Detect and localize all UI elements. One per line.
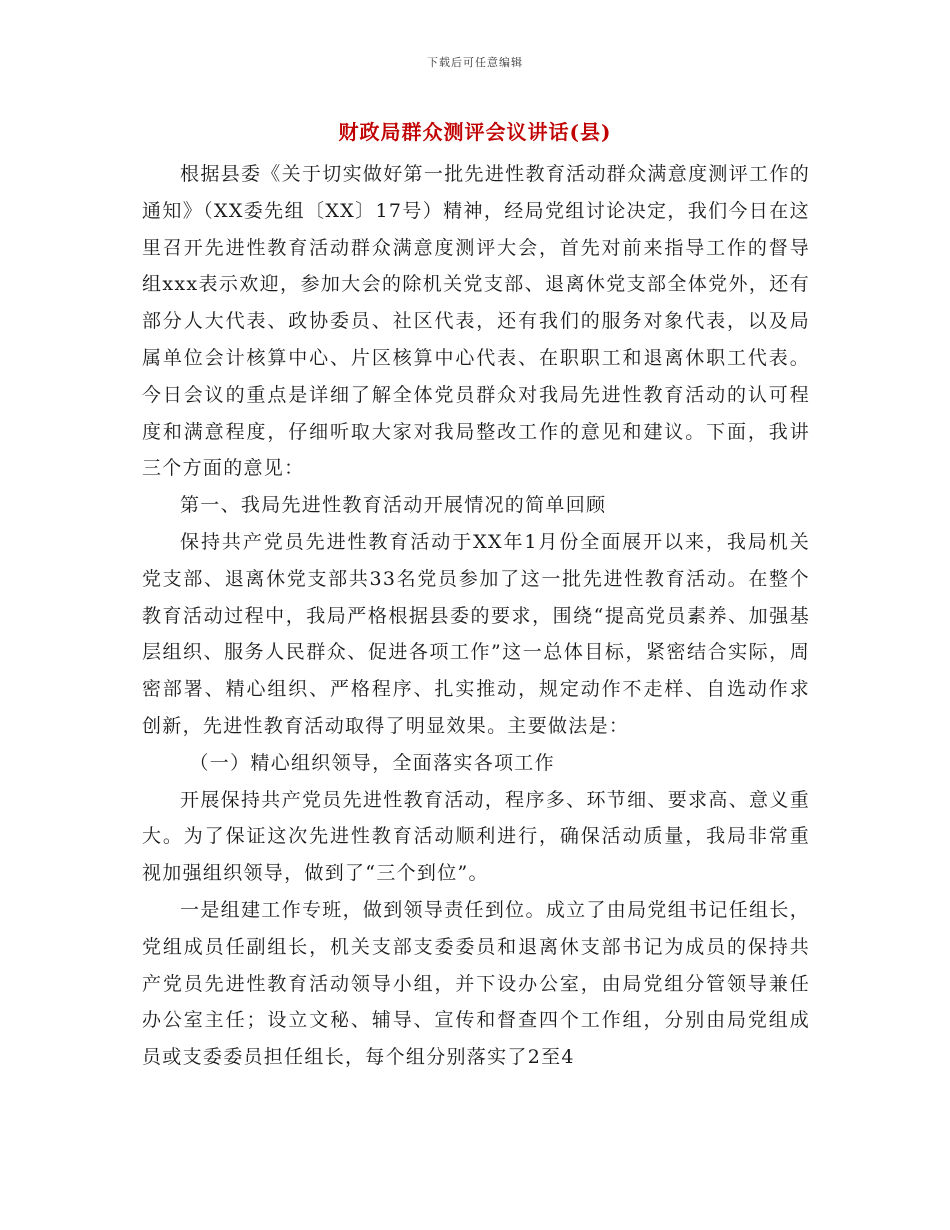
paragraph-review: 保持共产党员先进性教育活动于XX年1月份全面展开以来，我局机关党支部、退离休党支部共33名党员参加了这一批先进性教育活动。在整个教育活动过程中，我局严格根据县委的要求，围绕“提高党员素养、加强基层组织、服务人民群众、促进各项工作”这一总体目标，紧密结合实际，周密部署、精心组织、严格程序、扎实推动，规定动作不走样、自选动作求创新，先进性教育活动取得了明显效果。主要做法是： (142, 530, 810, 737)
section-heading-1: 第一、我局先进性教育活动开展情况的简单回顾 (180, 494, 607, 517)
paragraph-working-group: 一是组建工作专班，做到领导责任到位。成立了由局党组书记任组长，党组成员任副组长，机关支部支委委员和退离休支部书记为成员的保持共产党员先进性教育活动领导小组，并下设办公室，由局党组分管领导兼任办公室主任；设立文秘、辅导、宣传和督查四个工作组，分别由局党组成员或支委委员担任组长，每个组分别落实了2至4 (142, 898, 810, 1069)
paragraph-organization: 开展保持共产党员先进性教育活动，程序多、环节细、要求高、意义重大。为了保证这次先进性教育活动顺利进行，确保活动质量，我局非常重视加强组织领导，做到了“三个到位”。 (142, 788, 810, 885)
document-body (142, 156, 810, 1076)
subsection-heading-1: （一）精心组织领导，全面落实各项工作 (189, 751, 555, 774)
page-header-note: 下载后可任意编辑 (427, 56, 523, 69)
document-title: 财政局群众测评会议讲话(县) (338, 120, 612, 144)
paragraph-intro: 根据县委《关于切实做好第一批先进性教育活动群众满意度测评工作的通知》（XX委先组〔XX〕17号）精神，经局党组讨论决定，我们今日在这里召开先进性教育活动群众满意度测评大会，首先对前来指导工作的督导组xxx表示欢迎，参加大会的除机关党支部、退离休党支部全体党外，还有部分人大代表、政协委员、社区代表，还有我们的服务对象代表，以及局属单位会计核算中心、片区核算中心代表、在职职工和退离休职工代表。今日会议的重点是详细了解全体党员群众对我局先进性教育活动的认可程度和满意程度，仔细听取大家对我局整改工作的意见和建议。下面，我讲三个方面的意见： (142, 163, 810, 480)
